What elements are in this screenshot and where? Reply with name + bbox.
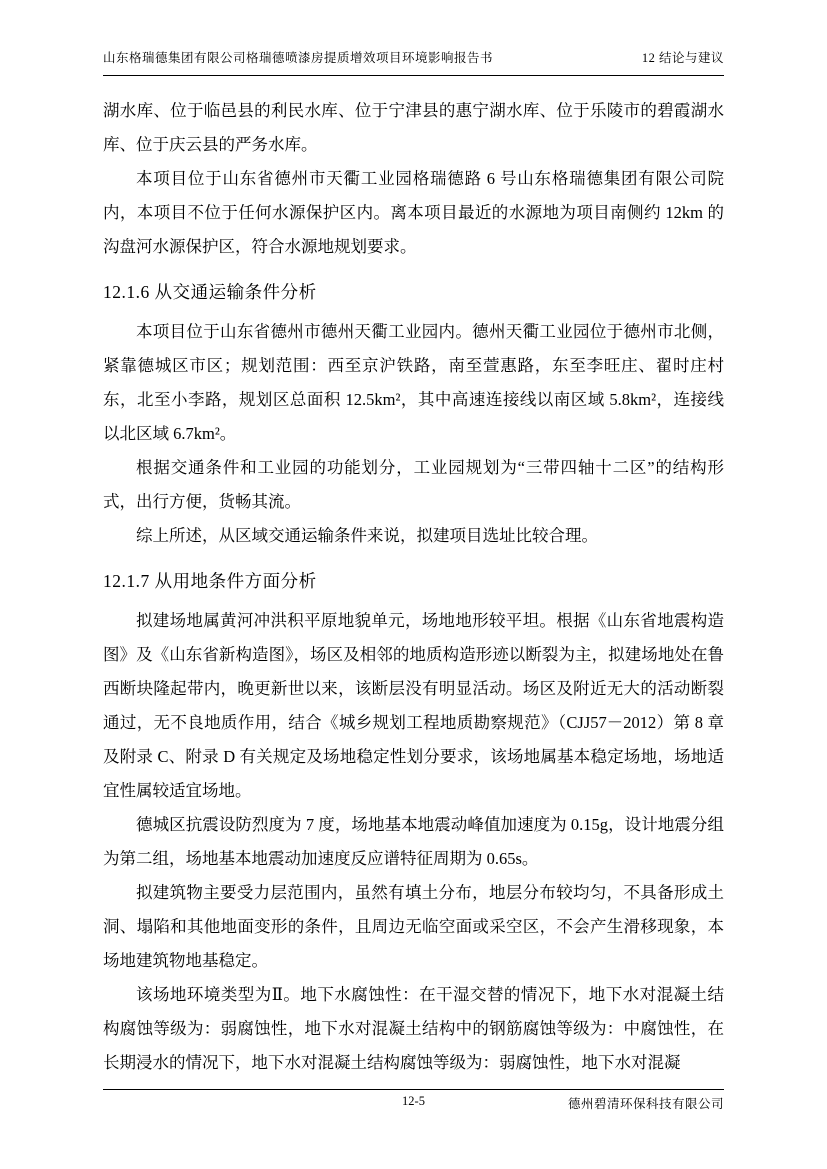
section-heading-12-1-6: 12.1.6 从交通运输条件分析 (103, 282, 317, 302)
paragraph: 根据交通条件和工业园的功能划分，工业园规划为“三带四轴十二区”的结构形式，出行方便，货畅其流。 (103, 458, 724, 511)
paragraph: 本项目位于山东省德州市天衢工业园格瑞德路 6 号山东格瑞德集团有限公司院内，本项目不位于任何水源保护区内。离本项目最近的水源地为项目南侧约 12km 的沟盘河水源保护区，符合水源地规划要求。 (103, 169, 724, 256)
paragraph: 本项目位于山东省德州市德州天衢工业园内。德州天衢工业园位于德州市北侧，紧靠德城区市区；规划范围：西至京沪铁路，南至萱惠路，东至李旺庄、翟时庄村东，北至小李路，规划区总面积 12.5km²，其中高速连接线以南区域 5.8km²，连接线以北区域 6.7km²。 (103, 322, 724, 443)
page-number: 12-5 (402, 1094, 425, 1108)
header-chapter-label: 12 结论与建议 (641, 51, 724, 65)
document-body (103, 94, 724, 1080)
paragraph: 湖水库、位于临邑县的利民水库、位于宁津县的惠宁湖水库、位于乐陵市的碧霞湖水库、位于庆云县的严务水库。 (103, 101, 724, 154)
paragraph: 该场地环境类型为Ⅱ。地下水腐蚀性：在干湿交替的情况下，地下水对混凝土结构腐蚀等级为：弱腐蚀性，地下水对混凝土结构中的钢筋腐蚀等级为：中腐蚀性，在长期浸水的情况下，地下水对混凝土结构腐蚀等级为：弱腐蚀性，地下水对混凝 (103, 985, 724, 1072)
page-header (103, 48, 724, 76)
paragraph: 综上所述，从区域交通运输条件来说，拟建项目选址比较合理。 (136, 526, 598, 545)
paragraph: 拟建筑物主要受力层范围内，虽然有填土分布，地层分布较均匀，不具备形成土洞、塌陷和其他地面变形的条件，且周边无临空面或采空区，不会产生滑移现象，本场地建筑物地基稳定。 (103, 883, 724, 970)
paragraph: 拟建场地属黄河冲洪积平原地貌单元，场地地形较平坦。根据《山东省地震构造图》及《山东省新构造图》，场区及相邻的地质构造形迹以断裂为主，拟建场地处在鲁西断块隆起带内，晚更新世以来，该断层没有明显活动。场区及附近无大的活动断裂通过，无不良地质作用，结合《城乡规划工程地质勘察规范》（CJJ57－2012）第 8 章及附录 C、附录 D 有关规定及场地稳定性划分要求，该场地属基本稳定场地，场地适宜性属较适宜场地。 (103, 611, 724, 800)
footer-company-name: 德州碧清环保科技有限公司 (567, 1097, 724, 1111)
section-heading-12-1-7: 12.1.7 从用地条件方面分析 (103, 571, 317, 591)
header-report-title: 山东格瑞德集团有限公司格瑞德喷漆房提质增效项目环境影响报告书 (103, 51, 494, 65)
paragraph: 德城区抗震设防烈度为 7 度，场地基本地震动峰值加速度为 0.15g，设计地震分组为第二组，场地基本地震动加速度反应谱特征周期为 0.65s。 (103, 815, 724, 868)
page-footer (103, 1089, 724, 1118)
